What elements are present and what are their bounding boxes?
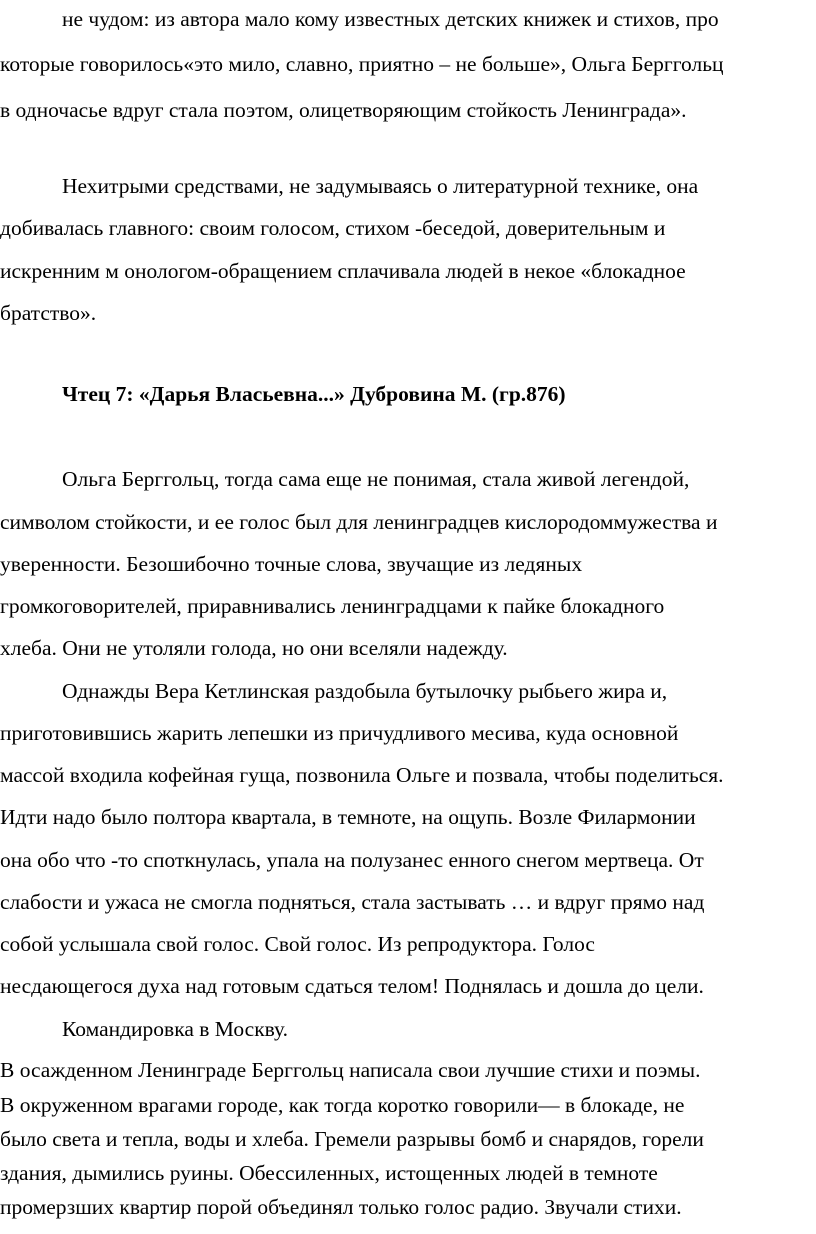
text-line: искренним м онологом-обращением сплачивала людей в некое «блокадное [0, 259, 686, 283]
text-line: братство». [0, 301, 97, 325]
text-line: громкоговорителей, приравнивались ленинградцами к пайке блокадного [0, 594, 665, 618]
text-line: в одночасье вдруг стала поэтом, олицетворяющим стойкость Ленинграда». [0, 98, 687, 122]
text-line: уверенности. Безошибочно точные слова, звучащие из ледяных [0, 552, 583, 576]
text-line: приготовившись жарить лепешки из причудливого месива, куда основной [0, 721, 679, 745]
text-line: В осажденном Ленинграде Берггольц написала свои лучшие стихи и поэмы. [0, 1058, 701, 1082]
text-line: Командировка в Москву. [62, 1017, 289, 1041]
text-line: несдающегося духа над готовым сдаться телом! Поднялась и дошла до цели. [0, 974, 704, 998]
text-line: промерзших квартир порой объединял только голос радио. Звучали стихи. [0, 1195, 682, 1219]
text-line: здания, дымились руины. Обессиленных, истощенных людей в темноте [0, 1161, 658, 1185]
text-line: Нехитрыми средствами, не задумываясь о литературной технике, она [62, 174, 699, 198]
text-line: которые говорилось«это мило, славно, приятно – не больше», Ольга Берггольц [0, 52, 724, 76]
text-line: Ольга Берггольц, тогда сама еще не понимая, стала живой легендой, [62, 467, 690, 491]
text-line: В окруженном врагами городе, как тогда коротко говорили— в блокаде, не [0, 1093, 685, 1117]
text-line: не чудом: из автора мало кому известных детских книжек и стихов, про [62, 7, 719, 31]
text-line: Идти надо было полтора квартала, в темноте, на ощупь. Возле Филармонии [0, 805, 696, 829]
text-line: собой услышала свой голос. Свой голос. Из репродуктора. Голос [0, 932, 595, 956]
text-line: добивалась главного: своим голосом, стихом -беседой, доверительным и [0, 216, 666, 240]
text-line: символом стойкости, и ее голос был для ленинградцев кислородоммужества и [0, 510, 718, 534]
text-line: Однажды Вера Кетлинская раздобыла бутылочку рыбьего жира и, [62, 679, 668, 703]
text-line: она обо что -то споткнулась, упала на полузанес енного снегом мертвеца. От [0, 848, 704, 872]
text-line: хлеба. Они не утоляли голода, но они вселяли надежду. [0, 636, 508, 660]
reader-heading: Чтец 7: «Дарья Власьевна...» Дубровина М. (гр.876) [62, 382, 566, 406]
text-line: слабости и ужаса не смогла подняться, стала застывать … и вдруг прямо над [0, 890, 705, 914]
text-line: было света и тепла, воды и хлеба. Гремели разрывы бомб и снарядов, горели [0, 1127, 704, 1151]
text-line: массой входила кофейная гуща, позвонила Ольге и позвала, чтобы поделиться. [0, 763, 724, 787]
